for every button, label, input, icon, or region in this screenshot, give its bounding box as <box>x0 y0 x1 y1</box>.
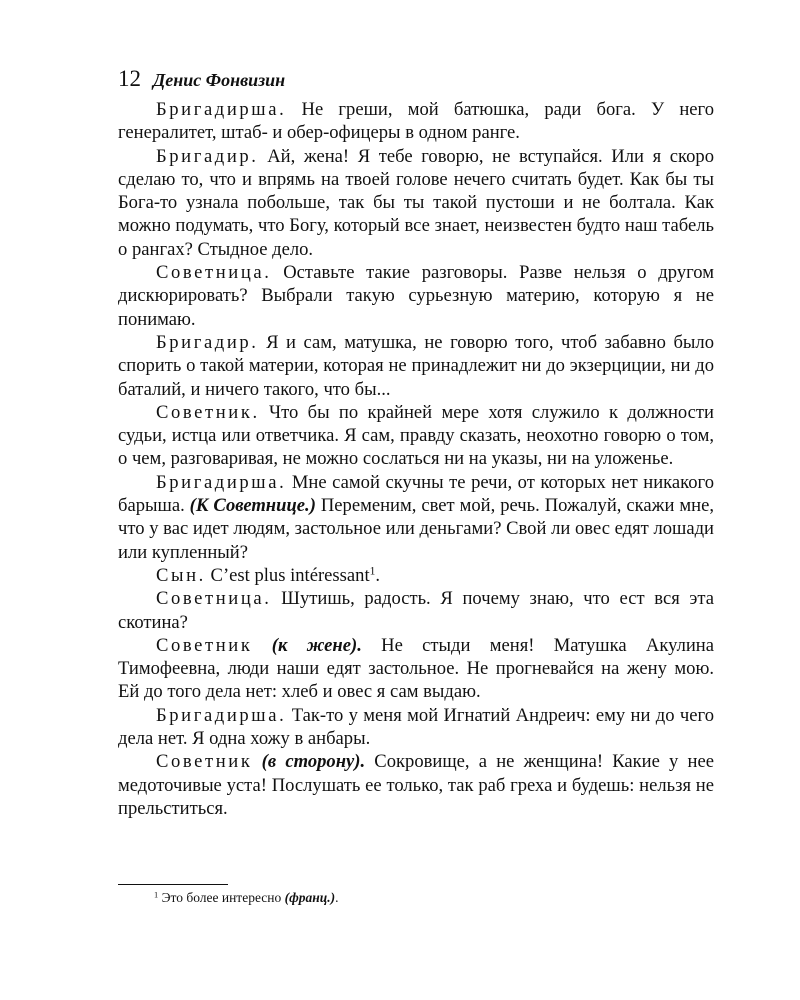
dialogue-paragraph <box>118 704 714 751</box>
speech-text: Не стыди меня! Матушка Акулина Тимофеевна, люди наши едят застольное. Не прогневайся на жену мою. Ей до того дела нет: хлеб и овес я сам выдаю. <box>118 634 714 703</box>
speech-text: Мне самой скучны те речи, от которых нет никакого барыша. <box>118 471 714 517</box>
dialogue-paragraph <box>118 401 714 471</box>
dialogue-paragraph <box>118 261 714 331</box>
speech-text: Не греши, мой батюшка, ради бога. У него генералитет, штаб- и обер-офицеры в одном ранге. <box>118 99 714 144</box>
speech-text: Я и сам, матушка, не говорю того, чтоб забавно было спорить о такой материи, которая не принадлежит ни до экзерциции, ни до баталий, и ничего такого, что бы... <box>118 331 714 400</box>
dialogue-paragraph <box>118 634 714 704</box>
book-page <box>118 66 714 820</box>
page-number: 12 <box>118 66 141 91</box>
footnote-text: Это более интересно <box>158 890 285 905</box>
footnote-divider <box>118 884 228 885</box>
dialogue-paragraph <box>118 564 714 587</box>
speaker-name: Бригадирша. <box>156 99 287 120</box>
footnote <box>154 890 339 906</box>
speaker-name: Бригадирша. <box>156 471 287 493</box>
stage-direction: (в сторону). <box>252 751 366 773</box>
speaker-name: Сын. <box>156 564 206 586</box>
speaker-name: Советник <box>156 634 253 656</box>
speaker-name: Бригадир. <box>156 331 259 353</box>
speaker-name: Бригадирша. <box>156 704 287 726</box>
speech-text: C’est plus intéressant <box>205 564 370 586</box>
speech-text: Оставьте такие разговоры. Разве нельзя о другом дискюрировать? Выбрали такую сурьезную материю, которую я не понимаю. <box>118 262 714 330</box>
speech-text: Шутишь, радость. Я почему знаю, что ест вся эта скотина? <box>118 588 714 633</box>
speaker-name: Советник <box>156 751 253 773</box>
speech-text: Что бы по крайней мере хотя служило к должности судьи, истца или ответчика. Я сам, правду сказать, неохотно говорю о том, о чем, разговаривая, не можно сослаться ни на указы, ни на уложенье. <box>118 401 714 470</box>
running-head <box>118 66 714 96</box>
dialogue-paragraph <box>118 587 714 634</box>
stage-direction: (к жене). <box>252 634 362 656</box>
speaker-name: Советник. <box>156 401 260 423</box>
speech-text: Так-то у меня мой Игнатий Андреич: ему ни до чего дела нет. Я одна хожу в анбары. <box>118 704 714 750</box>
dialogue-paragraph <box>118 331 714 401</box>
speech-text-end: . <box>375 564 381 586</box>
dialogue-paragraph <box>118 750 714 820</box>
speech-text-continued: Переменим, свет мой, речь. Пожалуй, скажи мне, что у вас идет людям, застольное или деньгами? Свой ли овес едят лошади или купленный? <box>118 495 714 563</box>
dialogue-paragraph <box>118 471 714 564</box>
speech-text: Ай, жена! Я тебе говорю, не вступайся. Или я скоро сделаю то, что и впрямь на твоей голове нечего считать будет. Как бы ты Бога-то узнала побольше, так бы ты такой пустоши и не болтала. Как можно подумать, что Богу, который все знает, неизвестен будто наш табель о рангах? Стыдное дело. <box>118 145 714 260</box>
speaker-name: Советница. <box>156 262 272 284</box>
play-text <box>118 98 714 820</box>
dialogue-paragraph <box>118 145 714 261</box>
dialogue-paragraph <box>118 98 714 145</box>
footnote-language-note: (франц.) <box>284 890 336 905</box>
footnote-reference: 1 <box>369 565 376 578</box>
footnote-mark: 1 <box>154 890 159 900</box>
footnote-period: . <box>335 890 339 905</box>
speech-text: Сокровище, а не женщина! Какие у нее медоточивые уста! Послушать ее только, так раб греха и будешь: нельзя не прельститься. <box>118 751 714 819</box>
speaker-name: Бригадир. <box>156 145 259 167</box>
stage-direction: (К Советнице.) <box>189 495 316 517</box>
author-name: Денис Фонвизин <box>153 70 286 90</box>
speaker-name: Советница. <box>156 588 272 610</box>
